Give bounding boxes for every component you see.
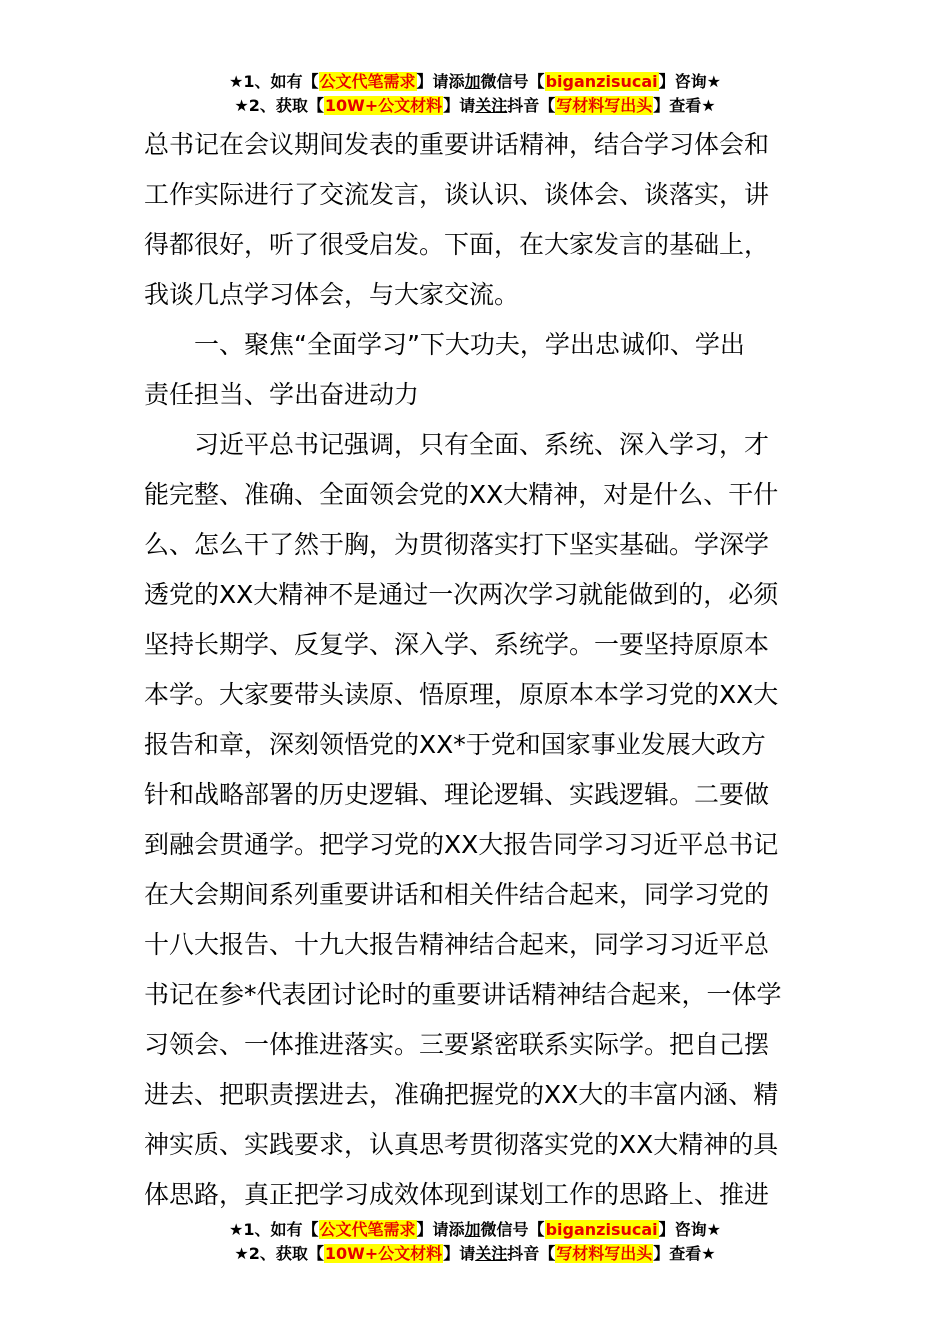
promo-text: 】请 [443, 1244, 476, 1263]
text-line: 在大会期间系列重要讲话和相关件结合起来，同学习党的 [144, 880, 770, 909]
promo-underline: 关注 [475, 96, 508, 115]
paragraph-intro [144, 120, 806, 320]
text-line: 进去、把职责摆进去，准确把握党的XX大的丰富内涵、精 [144, 1080, 779, 1109]
document-body [144, 120, 806, 1220]
promo-text: 】请 [443, 96, 476, 115]
promo-highlight: 公文代笔需求 [319, 72, 416, 91]
heading-line: 责任担当、学出奋进动力 [144, 380, 420, 409]
text-line: 坚持长期学、反复学、深入学、系统学。一要坚持原原本 [144, 630, 770, 659]
promo-douyin-id: 写材料写出头 [556, 1244, 653, 1263]
text-line: 体思路，真正把学习成效体现到谋划工作的思路上、推进 [144, 1180, 770, 1209]
header-promo-banner [0, 70, 950, 118]
promo-line-2 [0, 1242, 950, 1266]
text-line: 得都很好，听了很受启发。下面，在大家发言的基础上， [144, 230, 770, 259]
text-line: 报告和章，深刻领悟党的XX*于党和国家事业发展大政方 [144, 730, 766, 759]
promo-highlight: 10W+公文材料 [324, 96, 443, 115]
text-line: 到融会贯通学。把学习党的XX大报告同学习习近平总书记 [144, 830, 779, 859]
promo-text: 微信号【 [480, 1220, 545, 1239]
promo-text: 】请添 [416, 1220, 465, 1239]
promo-text: 抖音【 [507, 96, 556, 115]
promo-wechat-id: biganzisucai [545, 1220, 658, 1239]
promo-underline: 加 [464, 1220, 481, 1239]
promo-text: ★2、获取【 [234, 1244, 324, 1263]
text-line: 我谈几点学习体会，与大家交流。 [144, 280, 520, 309]
text-line: 书记在参*代表团讨论时的重要讲话精神结合起来，一体学 [144, 980, 782, 1009]
text-line: 十八大报告、十九大报告精神结合起来，同学习习近平总 [144, 930, 770, 959]
text-line: 神实质、实践要求，认真思考贯彻落实党的XX大精神的具 [144, 1130, 779, 1159]
promo-text: 】咨询★ [658, 72, 721, 91]
promo-text: 】查看★ [653, 1244, 716, 1263]
section-heading-1 [144, 320, 806, 420]
text-line: 针和战略部署的历史逻辑、理论逻辑、实践逻辑。二要做 [144, 780, 770, 809]
text-line: 本学。大家要带头读原、悟原理，原原本本学习党的XX大 [144, 680, 779, 709]
text-line: 习领会、一体推进落实。三要紧密联系实际学。把自己摆 [144, 1030, 770, 1059]
promo-text: 】请添 [416, 72, 465, 91]
promo-douyin-id: 写材料写出头 [556, 96, 653, 115]
paragraph-section-1 [144, 420, 806, 1220]
promo-line-1 [0, 70, 950, 94]
promo-highlight: 公文代笔需求 [319, 1220, 416, 1239]
promo-highlight: 10W+公文材料 [324, 1244, 443, 1263]
text-line: 么、怎么干了然于胸，为贯彻落实打下坚实基础。学深学 [144, 530, 770, 559]
text-line: 能完整、准确、全面领会党的XX大精神，对是什么、干什 [144, 480, 779, 509]
promo-line-2 [0, 94, 950, 118]
promo-text: ★1、如有【 [229, 72, 319, 91]
promo-text: 抖音【 [507, 1244, 556, 1263]
text-line: 工作实际进行了交流发言，谈认识、谈体会、谈落实，讲 [144, 180, 770, 209]
promo-text: 】咨询★ [658, 1220, 721, 1239]
promo-text: 】查看★ [653, 96, 716, 115]
footer-promo-banner [0, 1218, 950, 1266]
promo-underline: 关注 [475, 1244, 508, 1263]
promo-text: ★2、获取【 [234, 96, 324, 115]
text-line: 总书记在会议期间发表的重要讲话精神，结合学习体会和 [144, 130, 770, 159]
promo-text: ★1、如有【 [229, 1220, 319, 1239]
text-line: 习近平总书记强调，只有全面、系统、深入学习，才 [194, 430, 770, 459]
promo-wechat-id: biganzisucai [545, 72, 658, 91]
promo-underline: 加 [464, 72, 481, 91]
promo-line-1 [0, 1218, 950, 1242]
heading-line: 一、聚焦“全面学习”下大功夫，学出忠诚仰、学出 [194, 330, 745, 359]
promo-text: 微信号【 [480, 72, 545, 91]
text-line: 透党的XX大精神不是通过一次两次学习就能做到的，必须 [144, 580, 779, 609]
